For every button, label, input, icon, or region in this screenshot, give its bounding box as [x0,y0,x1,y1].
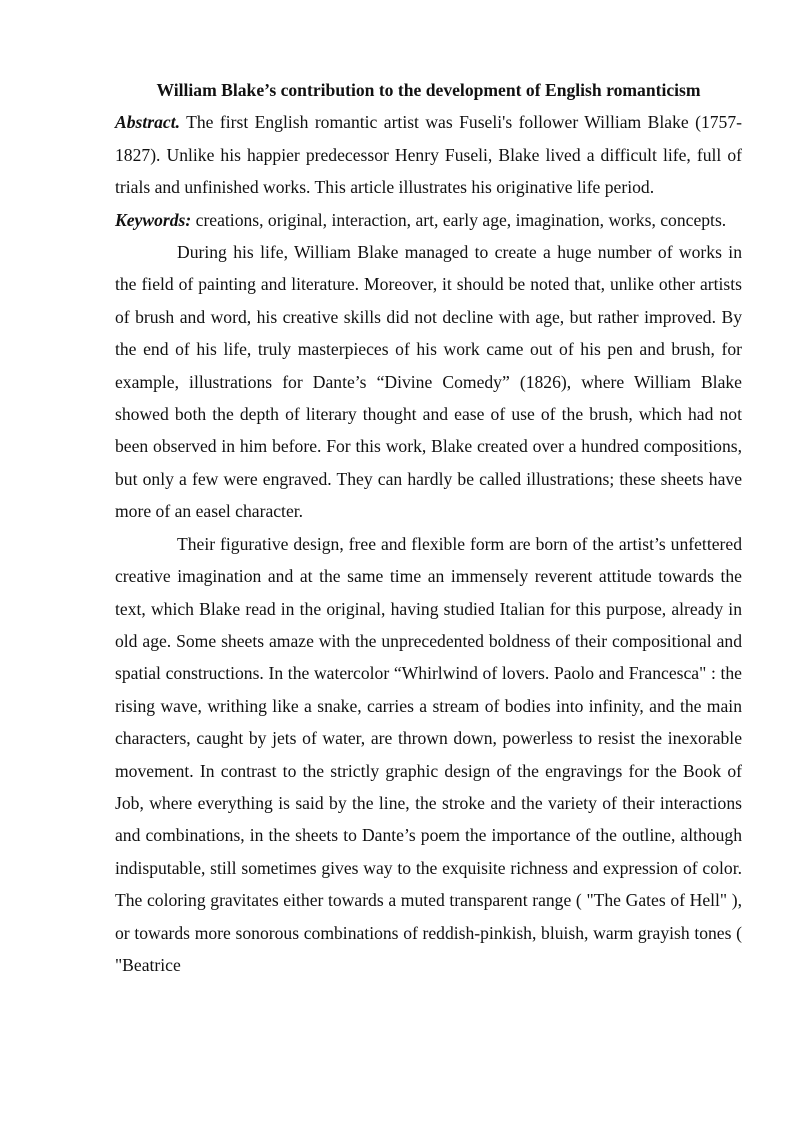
keywords-paragraph [115,204,742,236]
article-body [115,74,742,981]
abstract-label: Abstract. [115,112,181,133]
body-paragraph-2: Their figurative design, free and flexible form are born of the artist’s unfettered creative imagination and at the same time an immensely reverent attitude towards the text, which Blake read in the original, having studied Italian for this purpose, already in old age. Some sheets amaze with the unprecedented boldness of their compositional and spatial constructions. In the watercolor “Whirlwind of lovers. Paolo and Francesca" : the rising wave, writhing like a snake, carries a stream of bodies into infinity, and the main characters, caught by jets of water, are thrown down, powerless to resist the inexorable movement. In contrast to the strictly graphic design of the engravings for the Book of Job, where everything is said by the line, the stroke and the variety of their interactions and combinations, in the sheets to Dante’s poem the importance of the outline, although indisputable, still sometimes gives way to the exquisite richness and expression of color. The coloring gravitates either towards a muted transparent range ( "The Gates of Hell" ), or towards more sonorous combinations of reddish-pinkish, bluish, warm grayish tones ( "Beatrice [115,533,742,975]
article-title: William Blake’s contribution to the development of English romanticism [156,80,701,100]
abstract-paragraph [115,106,742,203]
keywords-text: creations, original, interaction, art, early age, imagination, works, concepts. [191,209,727,230]
body-paragraph-1: During his life, William Blake managed to create a huge number of works in the field of painting and literature. Moreover, it should be noted that, unlike other artists of brush and word, his creative skills did not decline with age, but rather improved. By the end of his life, truly masterpieces of his work came out of his pen and brush, for example, illustrations for Dante’s “Divine Comedy” (1826), where William Blake showed both the depth of literary thought and ease of use of the brush, which had not been observed in him before. For this work, Blake created over a hundred compositions, but only a few were engraved. They can hardly be called illustrations; these sheets have more of an easel character. [115,242,742,522]
keywords-label: Keywords: [115,209,192,230]
abstract-text: The first English romantic artist was Fuseli's follower William Blake (1757-1827). Unlike his happier predecessor Henry Fuseli, Blake lived a difficult life, full of trials and unfinished works. This article illustrates his originative life period. [115,112,742,198]
